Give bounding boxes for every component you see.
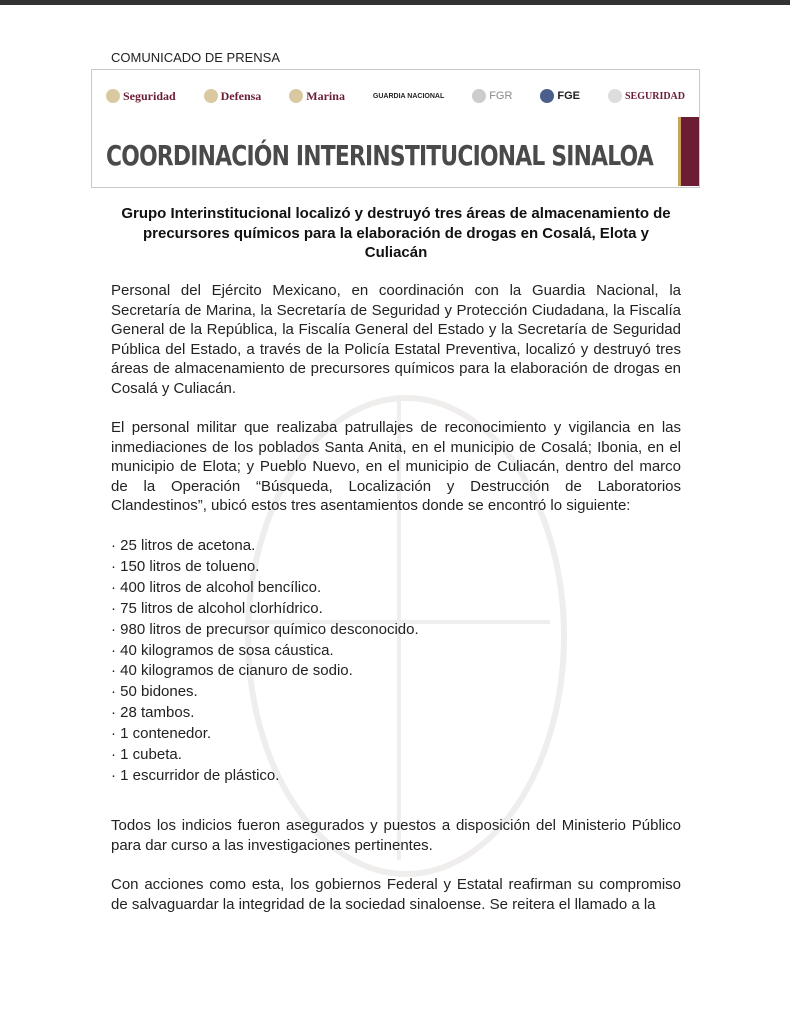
banner-title: COORDINACIÓN INTERINSTITUCIONAL SINALOA — [106, 138, 653, 172]
paragraph: El personal militar que realizaba patrullajes de reconocimiento y vigilancia en las inmediaciones de los poblados Santa Anita, en el municipio de Cosalá; Ibonia, en el municipio de Elota; y Pueblo Nuevo, en el municipio de Culiacán, dentro del marco de la Operación “Búsqueda, Localización y Destrucción de Laboratorios Clandestinos”, ubicó estos tres asentamientos donde se encontró lo siguiente: — [111, 419, 681, 515]
logo-defensa: Defensa — [204, 89, 262, 104]
list-item: · 28 tambos. — [111, 704, 195, 722]
top-bar — [0, 0, 790, 5]
list-item: · 40 kilogramos de cianuro de sodio. — [111, 662, 353, 680]
seal-icon — [608, 89, 622, 103]
list-item: · 1 escurridor de plástico. — [111, 766, 280, 784]
list-item: · 980 litros de precursor químico desconocido. — [111, 620, 419, 638]
seal-icon — [204, 89, 218, 103]
shield-icon — [540, 89, 554, 103]
logo-row — [92, 70, 699, 122]
list-item: · 400 litros de alcohol bencílico. — [111, 578, 322, 596]
seal-icon — [289, 89, 303, 103]
kicker: COMUNICADO DE PRENSA — [111, 50, 281, 65]
header-banner — [91, 69, 700, 188]
list-item: · 25 litros de acetona. — [111, 537, 256, 554]
logo-guardia-nacional: GUARDIA NACIONAL — [372, 92, 445, 100]
logo-seguridad: Seguridad — [106, 89, 176, 104]
banner-stripe — [678, 117, 699, 186]
list-item: · 40 kilogramos de sosa cáustica. — [111, 641, 334, 659]
paragraph: Personal del Ejército Mexicano, en coordinación con la Guardia Nacional, la Secretaría de Marina, la Secretaría de Seguridad y Protección Ciudadana, la Fiscalía General de la República, la Fiscalía General del Estado y la Secretaría de Seguridad Pública del Estado, a través de la Policía Estatal Preventiva, localizó y destruyó tres áreas de almacenamiento de precursores químicos para la elaboración de drogas en Cosalá y Culiacán. — [111, 282, 681, 397]
list-item: · 75 litros de alcohol clorhídrico. — [111, 599, 323, 617]
seal-icon — [106, 89, 120, 103]
paragraph: Con acciones como esta, los gobiernos Federal y Estatal reafirman su compromiso de salvaguardar la integridad de la sociedad sinaloense. Se reitera el llamado a la — [111, 876, 681, 913]
press-title: Grupo Interinstitucional localizó y destruyó tres áreas de almacenamiento de precursores químicos para la elaboración de drogas en Cosalá, Elota y Culiacán — [121, 205, 671, 261]
list-item: · 50 bidones. — [111, 683, 198, 701]
list-item: · 150 litros de tolueno. — [111, 557, 260, 575]
list-item: · 1 cubeta. — [111, 746, 182, 764]
seal-icon — [472, 89, 486, 103]
logo-seguridad-sinaloa: SEGURIDAD — [608, 89, 685, 103]
logo-marina: Marina — [289, 89, 345, 104]
list-item: · 1 contenedor. — [111, 725, 212, 743]
logo-fgr: FGR — [472, 89, 512, 103]
seized-items-list — [111, 536, 419, 787]
paragraph: Todos los indicios fueron asegurados y puestos a disposición del Ministerio Público para dar curso a las investigaciones pertinentes. — [111, 817, 681, 854]
logo-fge: FGE — [540, 89, 580, 103]
